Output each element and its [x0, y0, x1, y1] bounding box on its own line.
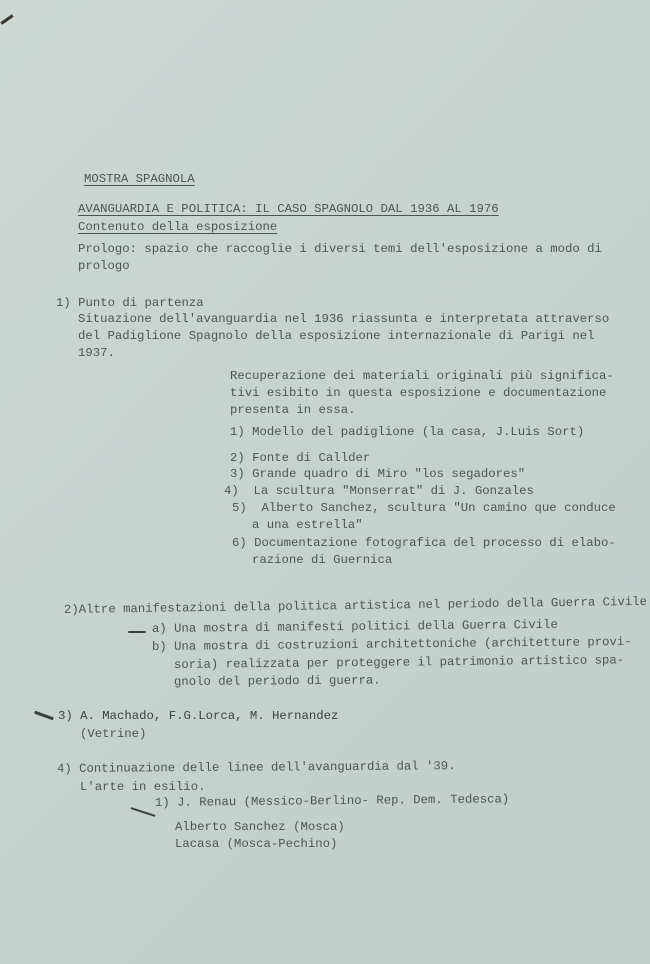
list-item: 3) Grande quadro di Miro "los segadores"	[230, 467, 526, 481]
list-item: 1) Modello del padiglione (la casa, J.Luis Sort)	[230, 425, 585, 439]
section-1-text: del Padiglione Spagnolo della esposizione internazionale di Parigi nel	[78, 329, 595, 343]
section-3-note: (Vetrine)	[80, 727, 147, 741]
list-item: b) Una mostra di costruzioni architettoniche (architetture provi-	[151, 634, 632, 654]
pen-mark	[130, 807, 155, 817]
list-item: a) Una mostra di manifesti politici della Guerra Civile	[151, 617, 558, 636]
recovery-text: Recuperazione dei materiali originali più significa-	[230, 369, 614, 383]
list-item: a una estrella"	[252, 518, 363, 532]
section-4-subheading: L'arte in esilio.	[80, 780, 206, 794]
recovery-text: presenta in essa.	[230, 403, 356, 417]
list-item: 2) Fonte di Callder	[230, 451, 371, 465]
section-4-heading: 4) Continuazione delle linee dell'avanguardia dal '39.	[56, 759, 456, 776]
staple-mark	[0, 14, 13, 24]
list-item: razione di Guernica	[252, 553, 393, 567]
list-item: 4) La scultura "Monserrat" di J. Gonzales	[224, 484, 534, 498]
list-item: Lacasa (Mosca-Pechino)	[175, 837, 338, 851]
section-2-heading: 2)Altre manifestazioni della politica artistica nel periodo della Guerra Civile	[63, 594, 648, 617]
section-1-heading: 1) Punto di partenza	[56, 296, 204, 310]
list-item: 5) Alberto Sanchez, scultura "Un camino que conduce	[232, 501, 616, 515]
section-1-text: 1937.	[78, 346, 115, 360]
list-item: gnolo del periodo di guerra.	[173, 673, 381, 689]
pen-mark	[128, 631, 146, 633]
exhibition-label: MOSTRA SPAGNOLA	[84, 172, 195, 186]
document-title: AVANGUARDIA E POLITICA: IL CASO SPAGNOLO DAL 1936 AL 1976	[78, 202, 499, 216]
section-1-text: Situazione dell'avanguardia nel 1936 riassunta e interpretata attraverso	[78, 312, 610, 326]
recovery-text: tivi esibito in questa esposizione e documentazione	[230, 386, 607, 400]
list-item: 6) Documentazione fotografica del processo di elabo-	[232, 536, 616, 550]
pen-mark	[34, 711, 54, 721]
list-item: Alberto Sanchez (Mosca)	[175, 820, 345, 834]
section-3-heading: 3) A. Machado, F.G.Lorca, M. Hernandez	[58, 709, 339, 723]
list-item: soria) realizzata per proteggere il patrimonio artistico spa-	[173, 653, 625, 672]
prologue-line: Prologo: spazio che raccoglie i diversi temi dell'esposizione a modo di	[78, 242, 602, 256]
prologue-line: prologo	[78, 259, 130, 273]
document-subtitle: Contenuto della esposizione	[78, 220, 278, 234]
list-item: 1) J. Renau (Messico-Berlino- Rep. Dem. Tedesca)	[154, 792, 510, 810]
